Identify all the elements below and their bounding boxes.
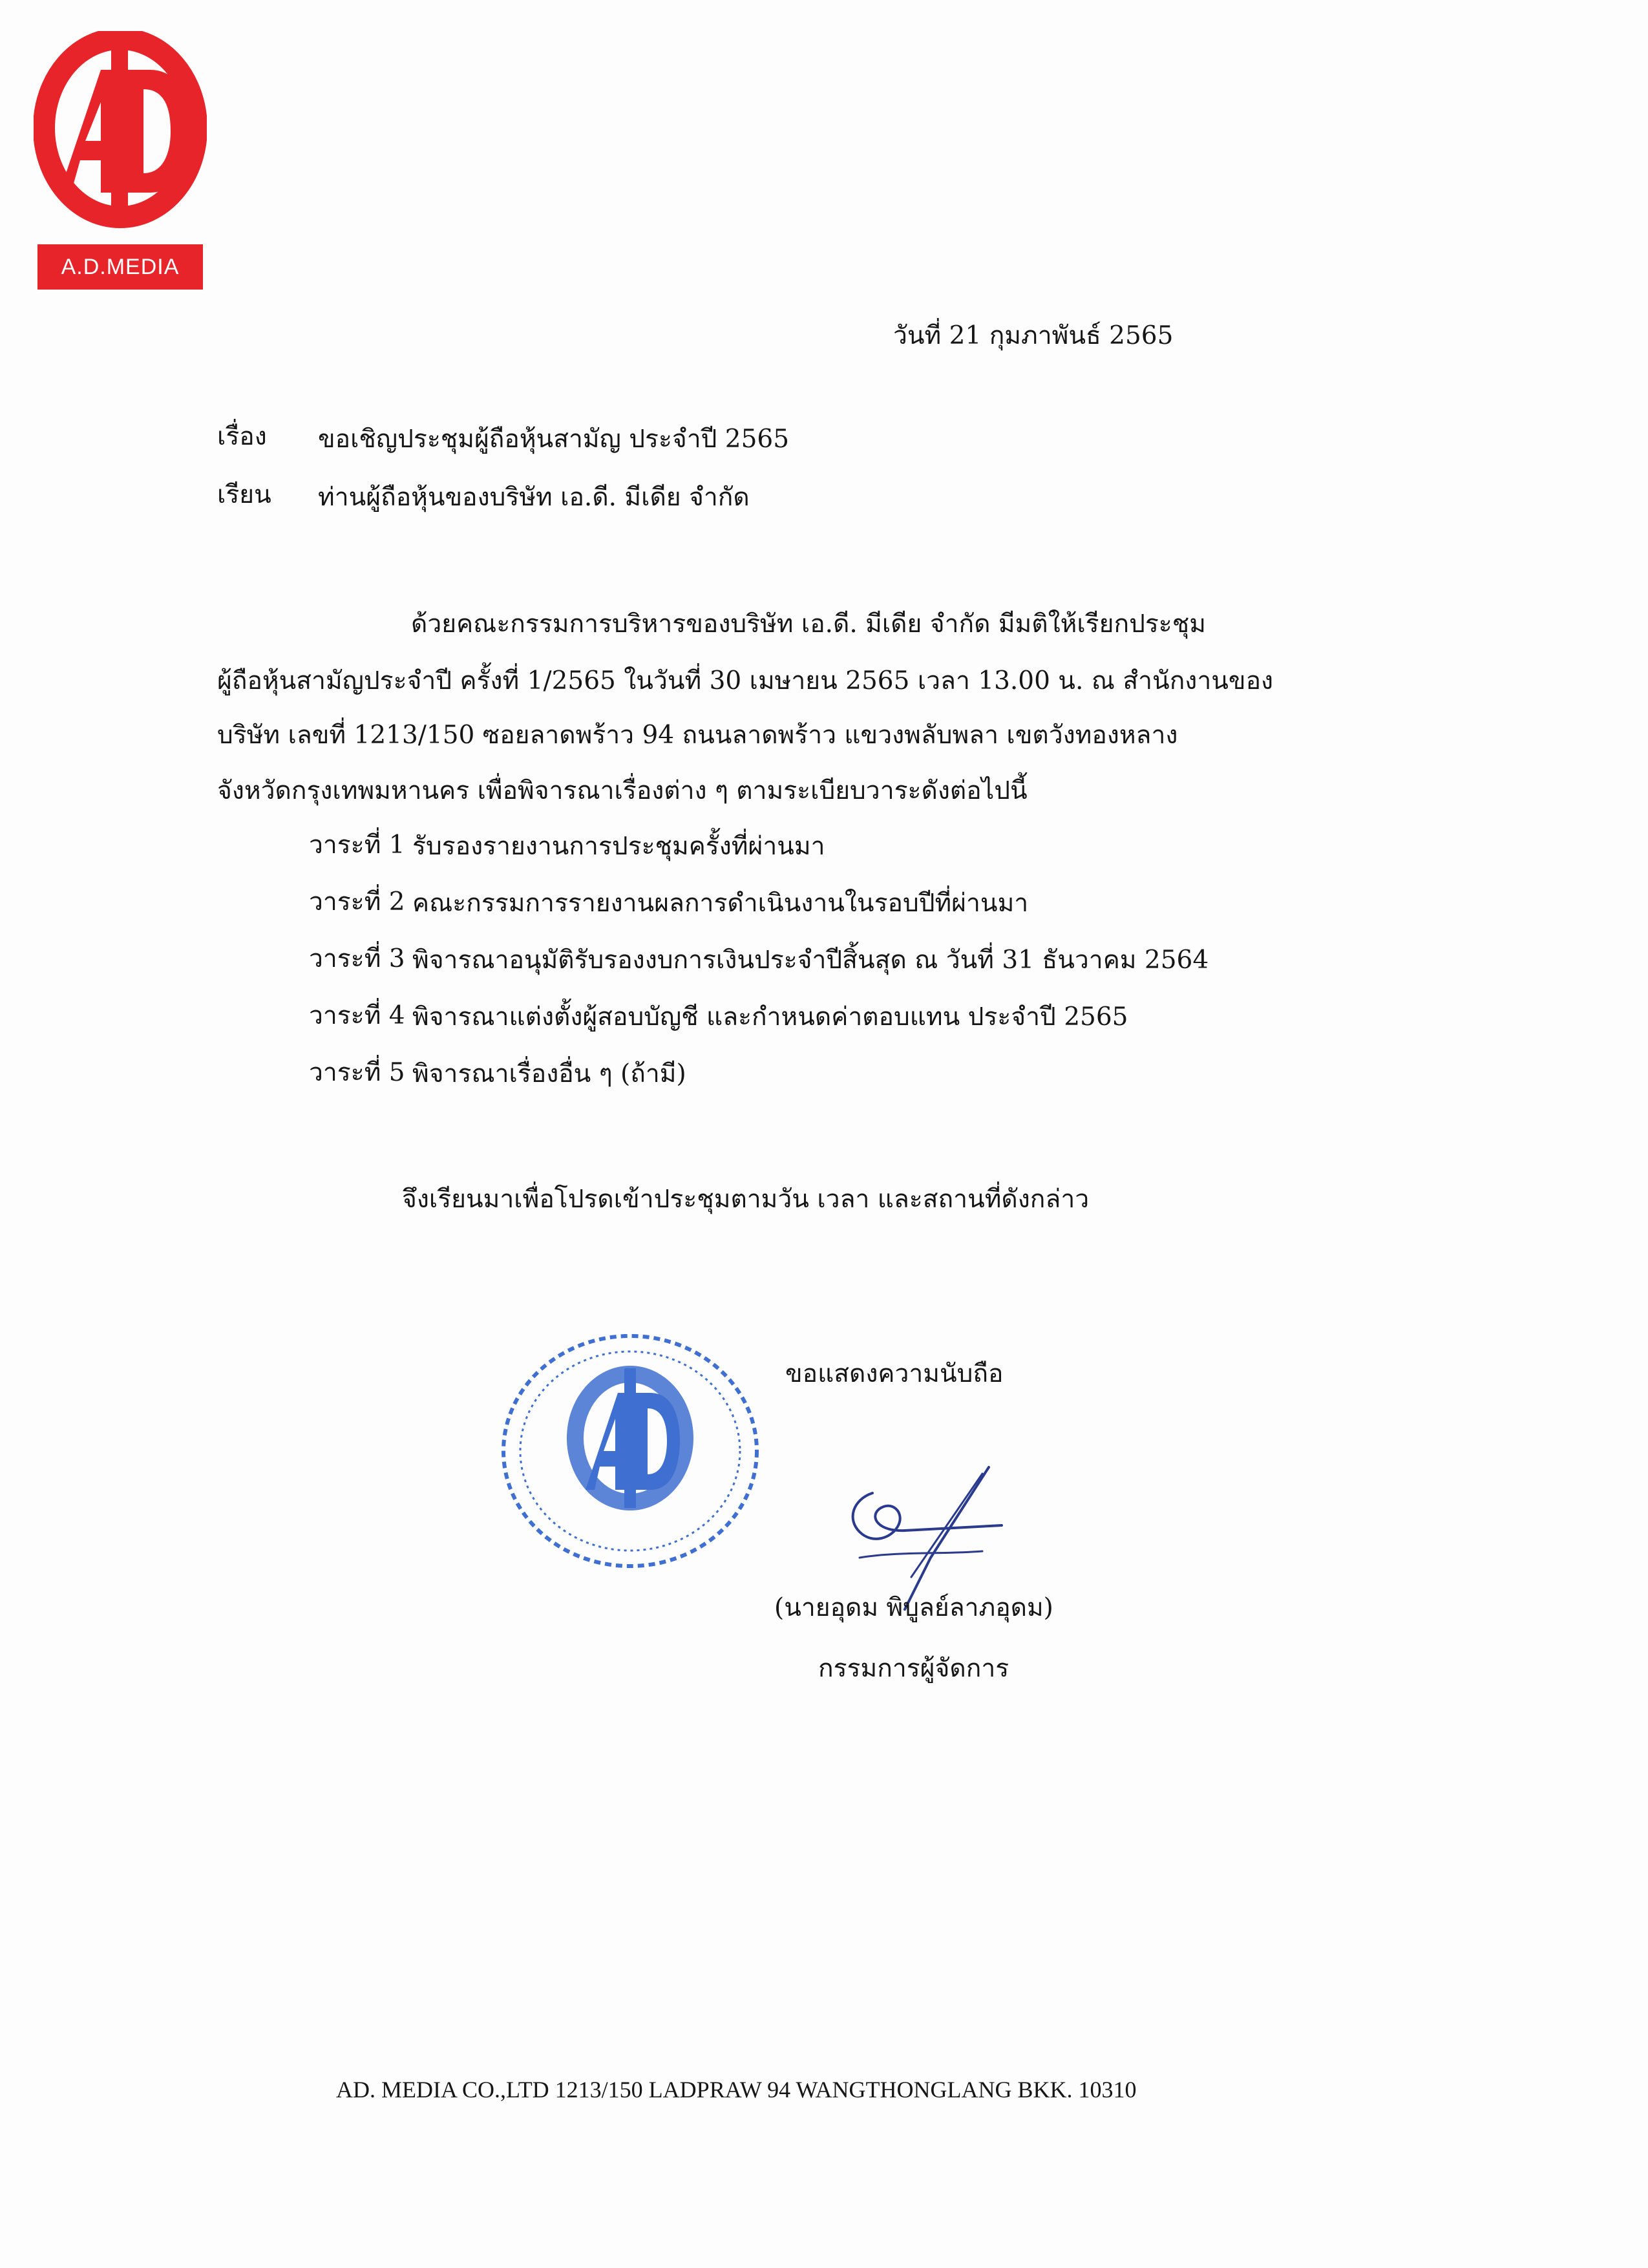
body-line: จังหวัดกรุงเทพมหานคร เพื่อพิจารณาเรื่องต่าง ๆ ตามระเบียบวาระดังต่อไปนี้: [217, 776, 1028, 805]
agenda-text: คณะกรรมการรายงานผลการดำเนินงานในรอบปีที่ผ่านมา: [412, 889, 1029, 918]
agenda-label: วาระที่ 5: [309, 1058, 405, 1087]
agenda-label: วาระที่ 4: [309, 1001, 405, 1030]
company-logo: [34, 31, 207, 279]
agenda-label: วาระที่ 2: [309, 887, 405, 917]
regards-line: ขอแสดงความนับถือ: [785, 1359, 1004, 1388]
recipient-text: ท่านผู้ถือหุ้นของบริษัท เอ.ดี. มีเดีย จำกัด: [318, 483, 750, 512]
logo-label: A.D.MEDIA: [61, 255, 180, 279]
subject-label: เรื่อง: [217, 422, 267, 451]
body-line: บริษัท เลขที่ 1213/150 ซอยลาดพร้าว 94 ถนนลาดพร้าว แขวงพลับพลา เขตวังทองหลาง: [217, 721, 1178, 750]
agenda-text: พิจารณาเรื่องอื่น ๆ (ถ้ามี): [412, 1059, 686, 1088]
footer-address: AD. MEDIA CO.,LTD 1213/150 LADPRAW 94 WANGTHONGLANG BKK. 10310: [336, 2077, 1137, 2103]
agenda-label: วาระที่ 1: [309, 831, 405, 860]
ad-monogram-icon: [34, 31, 207, 244]
signatory-name: (นายอุดม พิบูลย์ลาภอุดม): [774, 1593, 1053, 1622]
subject-text: ขอเชิญประชุมผู้ถือหุ้นสามัญ ประจำปี 2565: [318, 425, 790, 454]
signature-mark: [834, 1461, 1021, 1616]
agenda-text: พิจารณาอนุมัติรับรองงบการเงินประจำปีสิ้นสุด ณ วันที่ 31 ธันวาคม 2564: [412, 946, 1209, 975]
letter-date: วันที่ 21 กุมภาพันธ์ 2565: [893, 321, 1174, 350]
recipient-label: เรียน: [217, 480, 271, 509]
agenda-label: วาระที่ 3: [309, 944, 405, 973]
agenda-text: รับรองรายงานการประชุมครั้งที่ผ่านมา: [412, 832, 825, 861]
signatory-title: กรรมการผู้จัดการ: [818, 1654, 1009, 1683]
company-seal-icon: [498, 1328, 763, 1574]
handwritten-signature-icon: [834, 1461, 1021, 1616]
agenda-text: พิจารณาแต่งตั้งผู้สอบบัญชี และกำหนดค่าตอบแทน ประจำปี 2565: [412, 1002, 1128, 1032]
body-line: ด้วยคณะกรรมการบริหารของบริษัท เอ.ดี. มีเดีย จำกัด มีมติให้เรียกประชุม: [411, 609, 1206, 639]
logo-label-box: [37, 244, 203, 290]
body-line: ผู้ถือหุ้นสามัญประจำปี ครั้งที่ 1/2565 ในวันที่ 30 เมษายน 2565 เวลา 13.00 น. ณ สำนักงานของ: [217, 666, 1274, 695]
closing-line: จึงเรียนมาเพื่อโปรดเข้าประชุมตามวัน เวลา และสถานที่ดังกล่าว: [402, 1185, 1090, 1214]
company-stamp: [498, 1328, 763, 1574]
